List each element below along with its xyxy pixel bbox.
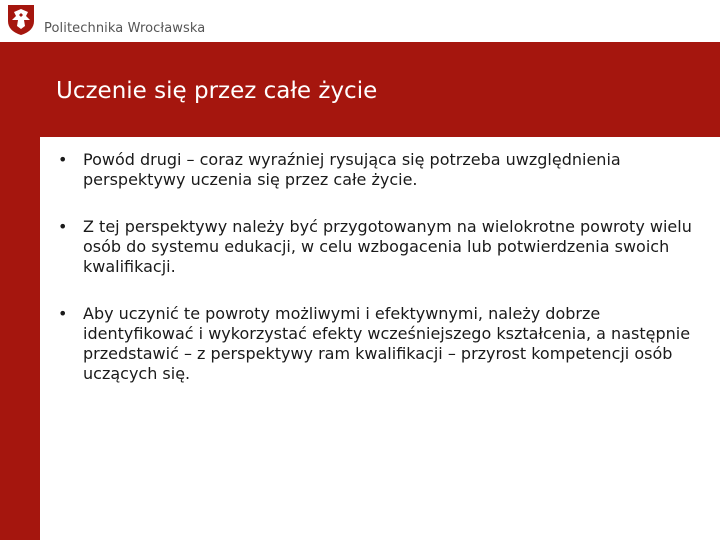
bullet-list — [58, 150, 708, 384]
bullet-item — [58, 304, 708, 384]
top-bar — [0, 0, 720, 42]
institution-name: Politechnika Wrocławska — [44, 21, 206, 36]
left-accent-band — [0, 42, 40, 540]
title-bar — [40, 42, 720, 137]
bullet-item — [58, 150, 708, 190]
eagle-crest-icon — [6, 3, 36, 36]
bullet-item — [58, 217, 708, 277]
bullet-text: Z tej perspektywy należy być przygotowanym na wielokrotne powroty wielu osób do systemu edukacji, w celu wzbogacenia lub potwierdzenia swoich kwalifikacji. — [83, 217, 692, 276]
bullet-text: Aby uczynić te powroty możliwymi i efektywnymi, należy dobrze identyfikować i wykorzystać efekty wcześniejszego kształcenia, a następnie przedstawić – z perspektywy ram kwalifikacji – przyrost kompetencji osób uczących się. — [83, 304, 691, 383]
bullet-dot: • — [58, 304, 68, 323]
slide-title: Uczenie się przez całe życie — [56, 78, 378, 104]
bullet-text: Powód drugi – coraz wyraźniej rysująca się potrzeba uwzględnienia perspektywy uczenia się przez całe życie. — [83, 150, 621, 189]
bullet-dot: • — [58, 217, 68, 236]
bullet-dot: • — [58, 150, 68, 169]
